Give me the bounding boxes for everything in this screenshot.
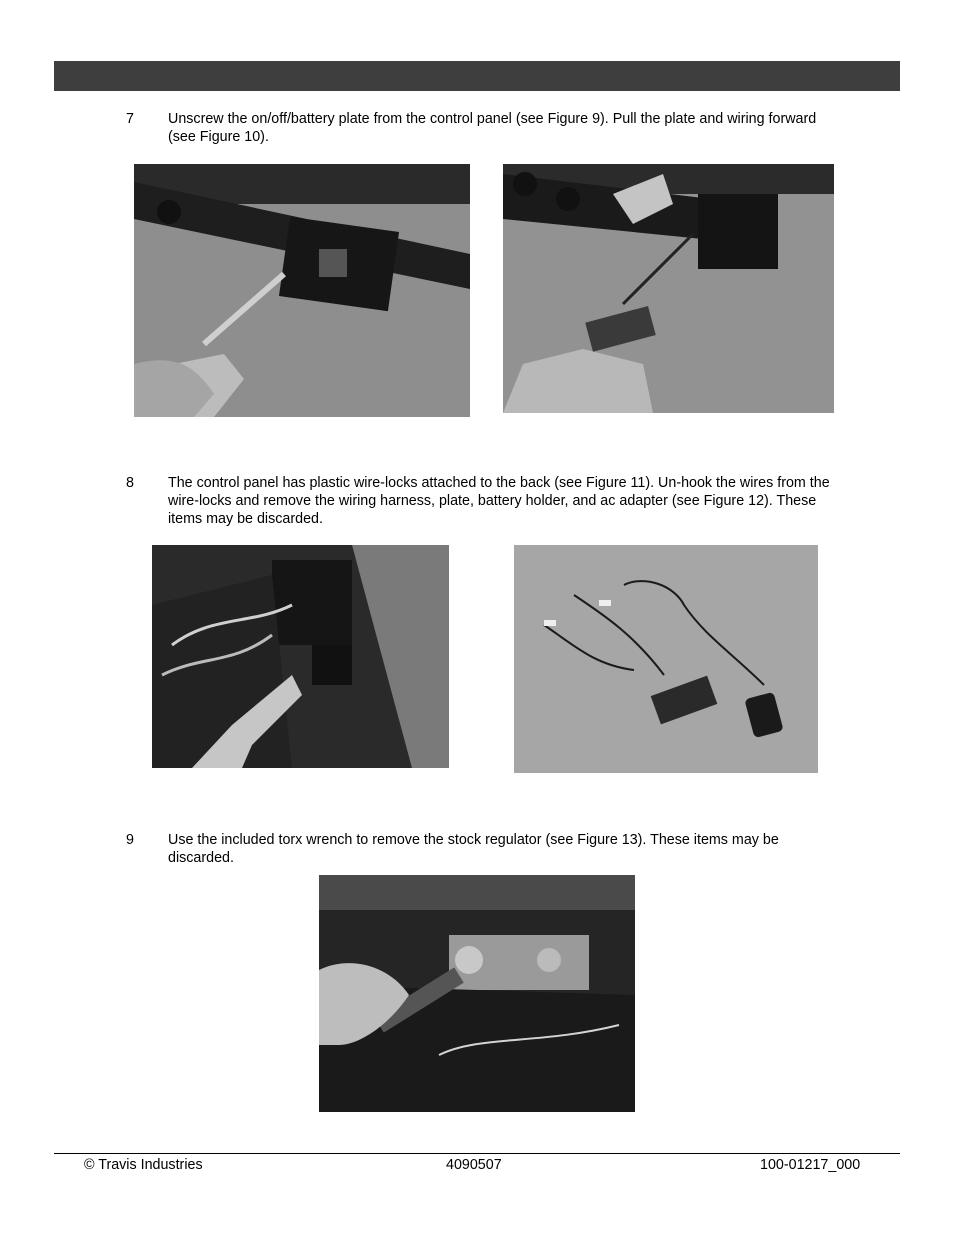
figure-12-photo [514,545,818,773]
photo-removed-wiring-harness-icon [514,545,818,773]
step-7 [126,110,846,146]
step-text: Unscrew the on/off/battery plate from the control panel (see Figure 9). Pull the plate and wiring forward (see Figure 10). [168,111,817,145]
footer-rule [54,1153,900,1154]
footer-copyright: © Travis Industries [84,1157,203,1173]
figure-10-photo [503,164,834,413]
header-bar [54,61,900,91]
step-text: Use the included torx wrench to remove the stock regulator (see Figure 13). These items may be discarded. [168,832,779,866]
photo-battery-plate-pulled-forward-icon [503,164,834,413]
step-number: 9 [126,832,134,848]
photo-wire-locks-back-of-panel-icon [152,545,449,768]
step-text: The control panel has plastic wire-locks attached to the back (see Figure 11). Un-hook the wires from the wire-locks and remove the wiring harness, plate, battery holder, and ac adapter (see Figure 12). These items may be discarded. [168,475,830,527]
footer-doc-number: 4090507 [446,1157,502,1173]
figure-13-photo [319,875,635,1112]
figure-9-photo [134,164,470,417]
footer-part-number: 100-01217_000 [760,1157,861,1173]
step-9 [126,831,846,867]
step-number: 7 [126,111,134,127]
step-number: 8 [126,475,134,491]
photo-torx-wrench-regulator-icon [319,875,635,1112]
figure-11-photo [152,545,449,768]
photo-screwdriver-control-panel-icon [134,164,470,417]
step-8 [126,474,846,528]
